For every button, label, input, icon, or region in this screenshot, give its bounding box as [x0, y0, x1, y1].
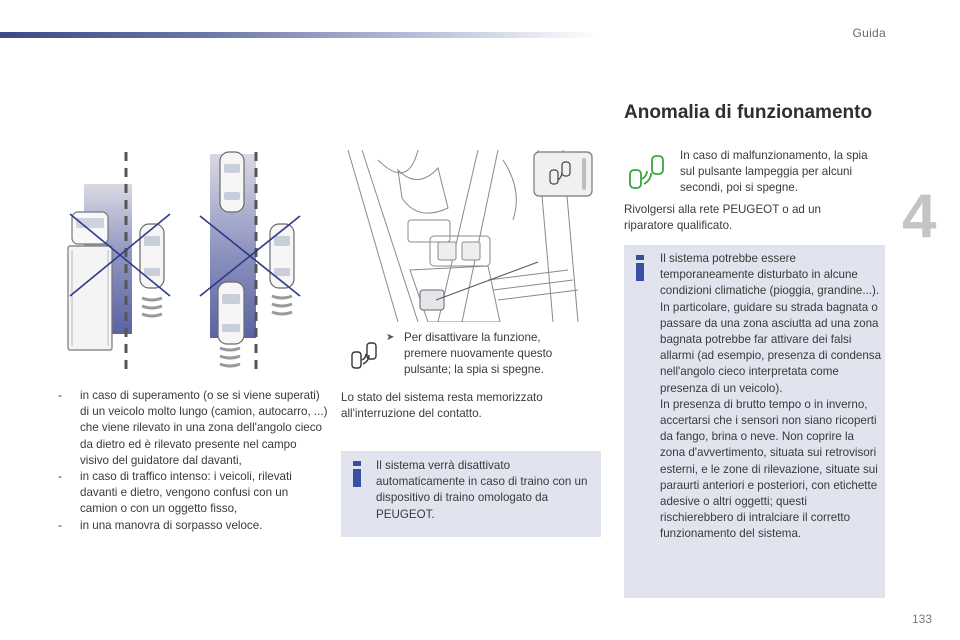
blind-spot-illustration — [60, 150, 330, 375]
section-label: Guida — [852, 26, 886, 40]
list-item: - in una manovra di sorpasso veloce. — [58, 518, 263, 532]
scene-heavy-traffic — [200, 152, 300, 372]
memory-text: Lo stato del sistema resta memorizzato all'interruzione del contatto. — [341, 391, 543, 421]
header-bar — [0, 32, 600, 38]
info-paragraph: In particolare, guidare su strada bagnata o passare da una zona asciutta ad una zona bagnata potrebbe far attivare dei falsi allarmi (ad esempio, presenza di condensa nell'angolo cieco interpretata come presenza di un veicolo). — [660, 300, 882, 395]
chapter-number: 4 — [902, 182, 937, 251]
arrow-icon: ➤ — [386, 332, 395, 343]
blind-spot-button-icon — [348, 340, 382, 372]
center-console-illustration — [338, 150, 600, 322]
section-heading: Anomalia di funzionamento — [624, 102, 873, 123]
list-item: - in caso di superamento (o se si viene superati) di un veicolo molto lungo (camion, autocarro, ...) che viene rilevato in una zona dell'angolo cieco da dietro ed è rilevato presente nel campo visivo del guidatore dal davanti, — [58, 389, 328, 467]
weather-info-box — [624, 245, 885, 598]
malfunction-warning-icon — [626, 152, 670, 192]
deactivate-instruction: ➤ Per disattivare la funzione, premere nuovamente questo pulsante; la spia si spegne. — [386, 331, 553, 377]
info-icon — [636, 255, 644, 281]
info-paragraph: Il sistema potrebbe essere temporaneamente disturbato in alcune condizioni climatiche (pioggia, grandine...). — [660, 252, 880, 298]
malfunction-text: In caso di malfunzionamento, la spia sul pulsante lampeggia per alcuni secondi, poi si spegne. — [680, 149, 868, 195]
info-paragraph: In presenza di brutto tempo o in inverno, accertarsi che i sensori non siano ricoperti da fango, brina o neve. Non coprire la zona d'avvertimento, situata sui retrovisori esterni, e le zone di rilevazione, situate sui paraurti anteriori e posteriori, con etichette adesive o altri oggetti; questi rischierebbero di intralciare il corretto funzionamento del sistema. — [660, 397, 878, 541]
info-icon — [353, 461, 361, 487]
dealer-text: Rivolgersi alla rete PEUGEOT o ad un riparatore qualificato. — [624, 203, 821, 233]
limitation-list — [58, 388, 328, 534]
page-number: 133 — [912, 612, 933, 626]
scene-long-vehicle — [68, 152, 170, 372]
list-item: - in caso di traffico intenso: i veicoli, rilevati davanti e dietro, vengono confusi con un camion o con un oggetto fisso, — [58, 470, 292, 516]
towing-info-box: Il sistema verrà disattivato automaticamente in caso di traino con un dispositivo di traino omologato da PEUGEOT. — [341, 451, 601, 537]
